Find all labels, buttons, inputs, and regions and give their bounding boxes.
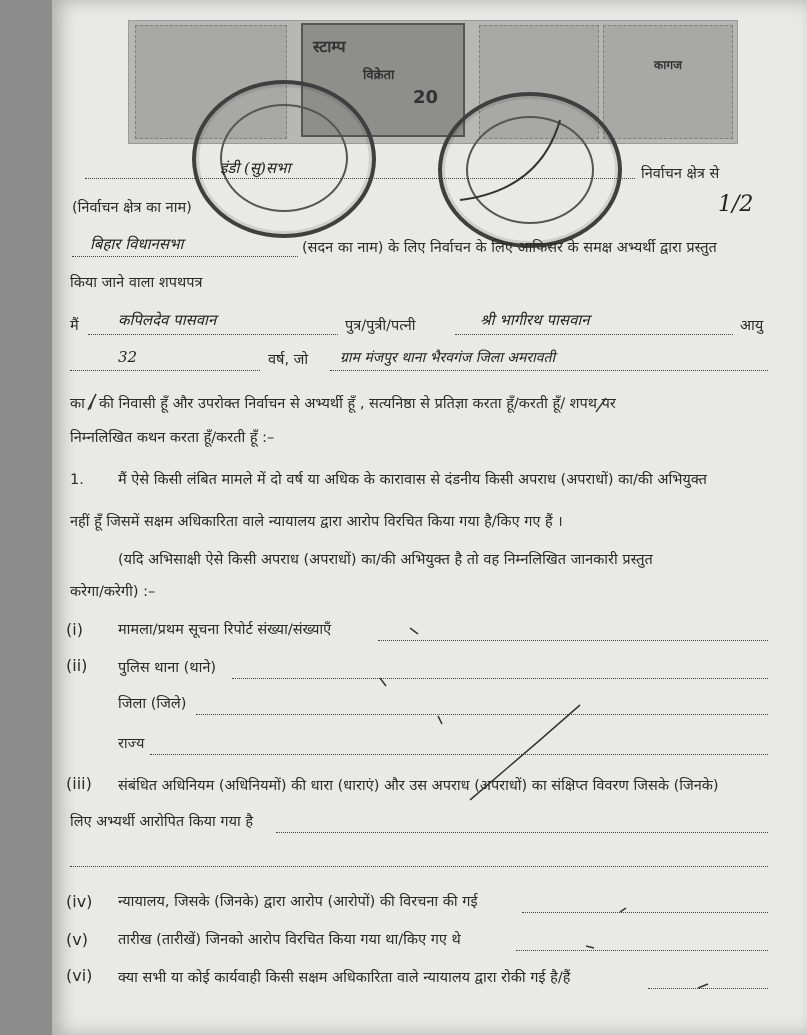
item-iii-line1: संबंधित अधिनियम (अधिनियमों) की धारा (धाराएं) और उस अपराध (अपराधों) का संक्षिप्त विवरण जिसके (जिनके) <box>118 778 719 794</box>
item1-line2: नहीं हूँ जिसमें सक्षम अधिकारिता वाले न्यायालय द्वारा आरोप विरचित किया गया है/किए गए हैं । <box>70 514 563 530</box>
page-fraction: 1/2 <box>718 192 754 217</box>
item-iii-number: (iii) <box>66 774 92 793</box>
state-label: राज्य <box>118 736 145 752</box>
item-iii-line2: लिए अभ्यर्थी आरोपित किया गया है <box>70 814 254 830</box>
district-label: जिला (जिले) <box>118 696 187 712</box>
address-handwriting: ग्राम मंजपुर थाना भैरवगंज जिला अमरावती <box>340 350 556 366</box>
name-handwriting: कपिलदेव पासवान <box>118 311 217 329</box>
stamp-main-value: 20 <box>413 87 439 108</box>
item-i-label: मामला/प्रथम सूचना रिपोर्ट संख्या/संख्याएँ <box>118 622 332 638</box>
statement-intro: निम्नलिखित कथन करता हूँ/करती हूँ :– <box>70 430 275 446</box>
item-v-number: (v) <box>66 930 88 949</box>
item-i-number: (i) <box>66 620 83 639</box>
item-iv-label: न्यायालय, जिसके (जिनके) द्वारा आरोप (आरोपों) की विरचना की गई <box>118 894 478 910</box>
item-vi-number: (vi) <box>66 966 93 985</box>
stamp-side-label: कागज <box>654 58 682 72</box>
line1-suffix: निर्वाचन क्षेत्र से <box>641 166 720 182</box>
age-handwriting: 32 <box>118 348 138 366</box>
item-ii-label: पुलिस थाना (थाने) <box>118 660 217 676</box>
line5-prefix: मैं <box>70 318 79 334</box>
line5-suffix: आयु <box>740 318 764 334</box>
conditional-line1: (यदि अभिसाक्षी ऐसे किसी अपराध (अपराधों) का/की अभियुक्त है तो वह निम्नलिखित जानकारी प्रस्तुत <box>118 552 653 568</box>
stamp-main-text-2: विक्रेता <box>363 68 395 83</box>
line5-mid: पुत्र/पुत्री/पत्नी <box>345 318 416 334</box>
item-v-label: तारीख (तारीखें) जिनको आरोप विरचित किया गया था/किए गए थे <box>118 932 461 948</box>
item-iv-number: (iv) <box>66 892 93 911</box>
line3-suffix: (सदन का नाम) के लिए निर्वाचन के लिए आफिसर के समक्ष अभ्यर्थी द्वारा प्रस्तुत <box>302 240 717 256</box>
line6-mid: वर्ष, जो <box>268 352 309 368</box>
constituency-handwriting: इंडी (सु)सभा <box>220 159 291 177</box>
item-vi-label: क्या सभी या कोई कार्यवाही किसी सक्षम अधिकारिता वाले न्यायालय द्वारा रोकी गई है/हैं <box>118 970 571 986</box>
item1-number: 1. <box>70 472 84 488</box>
conditional-line2: करेगा/करेगी) :– <box>70 584 156 600</box>
item-ii-number: (ii) <box>66 656 88 675</box>
constituency-name-label: (निर्वाचन क्षेत्र का नाम) <box>72 200 192 216</box>
stamp-main-text-1: स्टाम्प <box>313 37 346 56</box>
resident-declaration: का / की निवासी हूँ और उपरोक्त निर्वाचन से अभ्यर्थी हूँ , सत्यनिष्ठा से प्रतिज्ञा करता हूँ/करती हूँ/ शपथ पर <box>70 396 616 412</box>
item1-line1: मैं ऐसे किसी लंबित मामले में दो वर्ष या अधिक के कारावास से दंडनीय किसी अपराध (अपराधों) का/की अभियुक्त <box>118 472 707 488</box>
father-handwriting: श्री भागीरथ पासवान <box>480 311 590 329</box>
house-handwriting: बिहार विधानसभा <box>90 235 184 253</box>
affidavit-title: किया जाने वाला शपथपत्र <box>70 275 203 291</box>
